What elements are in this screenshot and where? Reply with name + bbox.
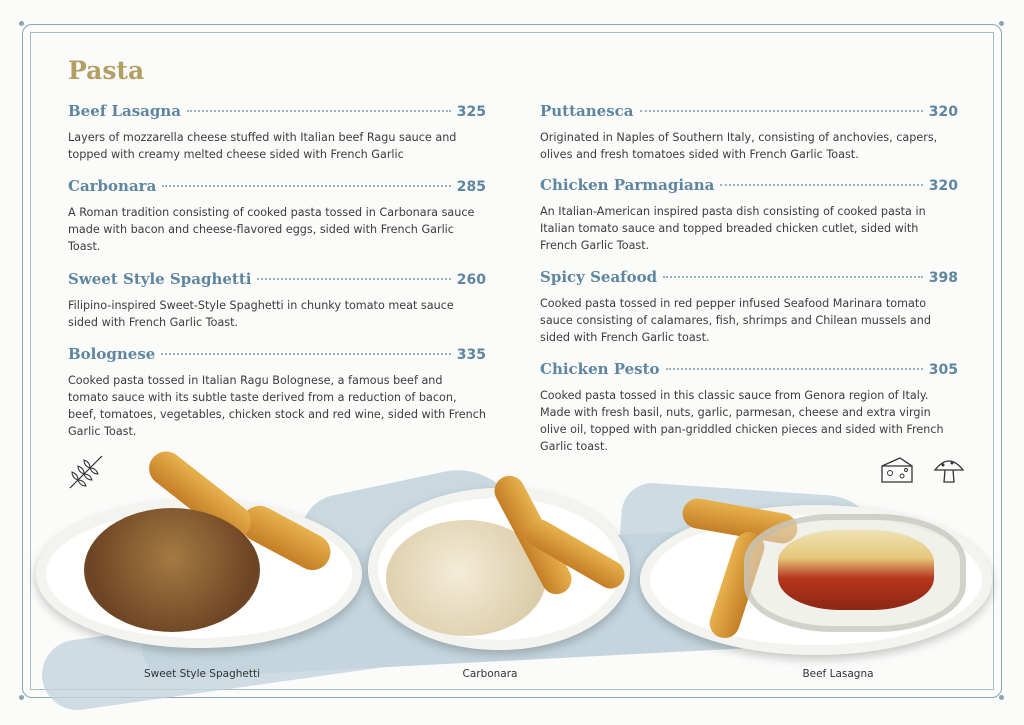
menu-item [68, 270, 486, 331]
menu-item [68, 177, 486, 255]
herb-sprig-icon [66, 452, 106, 492]
frame-corner-dot [999, 21, 1004, 26]
menu-item [540, 360, 958, 455]
dotted-leader [663, 276, 923, 278]
frame-corner-dot [999, 695, 1004, 700]
section-title: Pasta [68, 56, 145, 85]
item-description: Cooked pasta tossed in red pepper infused Seafood Marinara tomato sauce consisting of calamares, fish, shrimps and Chilean mussels and sided with French Garlic toast. [540, 297, 931, 344]
item-name: Beef Lasagna [68, 102, 181, 120]
frame-corner-dot [19, 695, 24, 700]
item-price: 320 [928, 104, 958, 120]
photo-caption: Sweet Style Spaghetti [143, 668, 261, 680]
menu-item [540, 268, 958, 346]
dotted-leader [187, 110, 451, 112]
item-description: Originated in Naples of Southern Italy, consisting of anchovies, capers, olives and fresh tomatoes sided with French Garlic Toast. [540, 131, 938, 161]
item-price: 398 [928, 270, 958, 286]
item-name: Puttanesca [540, 102, 634, 120]
item-price: 335 [456, 347, 486, 363]
menu-item [68, 345, 486, 440]
item-price: 320 [928, 178, 958, 194]
dotted-leader [161, 353, 450, 355]
dotted-leader [666, 368, 923, 370]
mushroom-icon [932, 456, 966, 486]
item-description: An Italian-American inspired pasta dish consisting of cooked pasta in Italian tomato sauce and topped breaded chicken cutlet, sided with French Garlic Toast. [540, 205, 926, 252]
item-description: Layers of mozzarella cheese stuffed with Italian beef Ragu sauce and topped with creamy melted cheese sided with French Garlic [68, 131, 457, 161]
item-description: A Roman tradition consisting of cooked pasta tossed in Carbonara sauce made with bacon and cheese-flavored eggs, sided with French Garlic Toast. [68, 206, 475, 253]
item-name: Chicken Pesto [540, 360, 660, 378]
dotted-leader [162, 185, 450, 187]
dotted-leader [257, 278, 450, 280]
item-price: 325 [456, 104, 486, 120]
item-name: Bolognese [68, 345, 156, 363]
menu-item [540, 176, 958, 254]
item-description: Cooked pasta tossed in Italian Ragu Bolognese, a famous beef and tomato sauce with its subtle taste derived from a reduction of bacon, beef, tomatoes, vegetables, chicken stock and red wine, sided with French Garlic Toast. [68, 374, 486, 438]
lasagna [778, 530, 934, 610]
item-description: Cooked pasta tossed in this classic sauce from Genora region of Italy. Made with fresh basil, nuts, garlic, parmesan, cheese and extra virgin olive oil, topped with pan-griddled chicken pieces and sided with French Garlic toast. [540, 389, 944, 453]
spaghetti-with-meat-sauce [84, 508, 260, 632]
item-name: Chicken Parmagiana [540, 176, 715, 194]
menu-item [540, 102, 958, 163]
frame-corner-dot [19, 21, 24, 26]
item-price: 260 [456, 272, 486, 288]
item-description: Filipino-inspired Sweet-Style Spaghetti in chunky tomato meat sauce sided with French Garlic Toast. [68, 299, 454, 329]
item-name: Carbonara [68, 177, 157, 195]
item-price: 305 [928, 362, 958, 378]
photo-caption: Beef Lasagna [802, 668, 874, 680]
cheese-icon [880, 456, 914, 486]
item-name: Sweet Style Spaghetti [68, 270, 252, 288]
photo-caption: Carbonara [462, 668, 518, 680]
item-name: Spicy Seafood [540, 268, 658, 286]
menu-item [68, 102, 486, 163]
item-price: 285 [456, 179, 486, 195]
dotted-leader [640, 110, 923, 112]
dotted-leader [720, 184, 922, 186]
